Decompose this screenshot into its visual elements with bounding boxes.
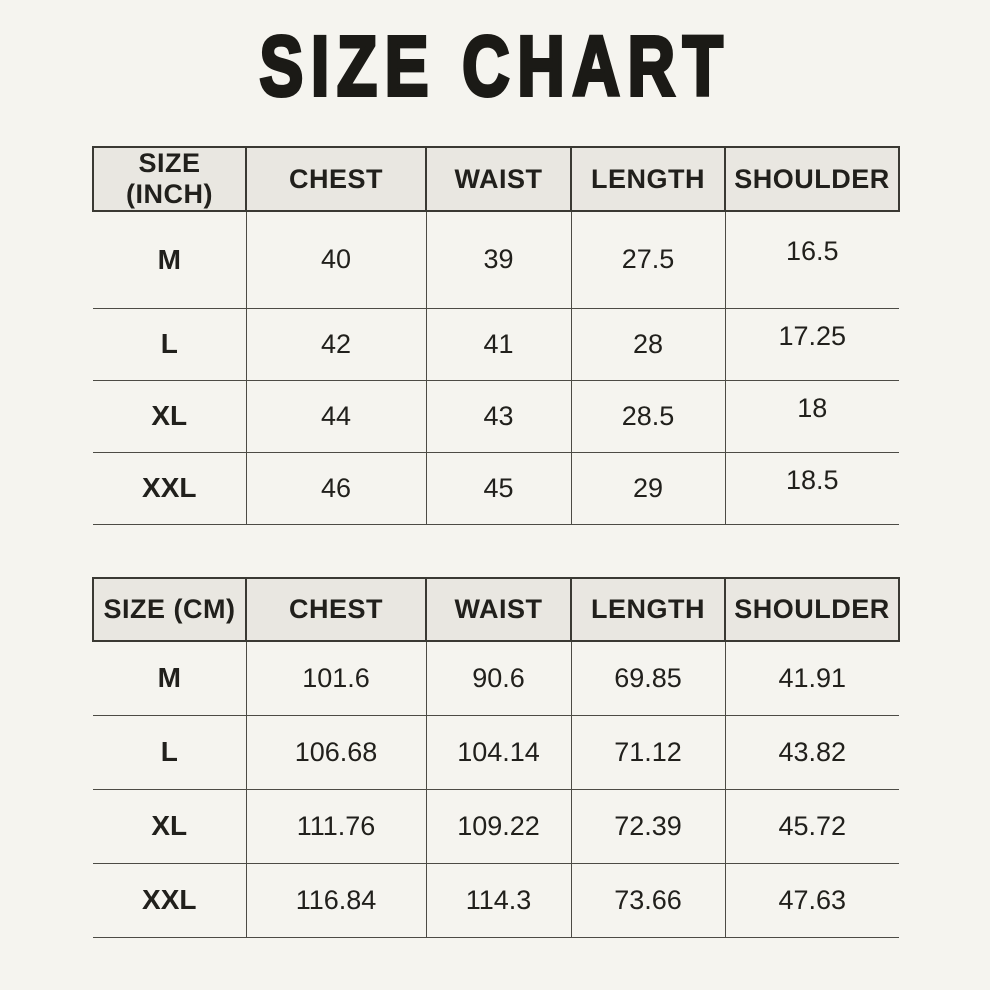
length-cell: 73.66 (571, 863, 725, 937)
row-label: XL (93, 380, 246, 452)
row-label: L (93, 308, 246, 380)
column-header-size-inch: SIZE (INCH) (93, 147, 246, 211)
column-header-chest: CHEST (246, 147, 426, 211)
column-header-waist: WAIST (426, 147, 571, 211)
waist-cell: 104.14 (426, 715, 571, 789)
row-label: L (93, 715, 246, 789)
waist-cell: 90.6 (426, 641, 571, 715)
table-row-cm-l (93, 715, 899, 789)
table-row-inch-l (93, 308, 899, 380)
shoulder-cell: 43.82 (725, 715, 899, 789)
table-row-cm-xxl (93, 863, 899, 937)
page-title: SIZE CHART (259, 19, 731, 113)
chest-cell: 44 (246, 380, 426, 452)
size-table-cm (92, 577, 900, 938)
length-cell: 28 (571, 308, 725, 380)
length-cell: 27.5 (571, 211, 725, 308)
table-row-inch-m (93, 211, 899, 308)
column-header-chest: CHEST (246, 578, 426, 641)
waist-cell: 39 (426, 211, 571, 308)
shoulder-cell: 47.63 (725, 863, 899, 937)
row-label: XL (93, 789, 246, 863)
length-cell: 72.39 (571, 789, 725, 863)
column-header-shoulder: SHOULDER (725, 578, 899, 641)
chest-cell: 116.84 (246, 863, 426, 937)
waist-cell: 114.3 (426, 863, 571, 937)
waist-cell: 43 (426, 380, 571, 452)
chest-cell: 106.68 (246, 715, 426, 789)
length-cell: 69.85 (571, 641, 725, 715)
row-label: M (93, 211, 246, 308)
waist-cell: 109.22 (426, 789, 571, 863)
column-header-length: LENGTH (571, 578, 725, 641)
length-cell: 29 (571, 452, 725, 524)
shoulder-cell: 16.5 (725, 211, 899, 308)
column-header-shoulder: SHOULDER (725, 147, 899, 211)
row-label: XXL (93, 452, 246, 524)
shoulder-cell: 18.5 (725, 452, 899, 524)
column-header-length: LENGTH (571, 147, 725, 211)
length-cell: 71.12 (571, 715, 725, 789)
table-row-inch-xxl (93, 452, 899, 524)
shoulder-cell: 41.91 (725, 641, 899, 715)
shoulder-cell: 45.72 (725, 789, 899, 863)
chest-cell: 40 (246, 211, 426, 308)
length-cell: 28.5 (571, 380, 725, 452)
row-label: M (93, 641, 246, 715)
header-row-inch (93, 147, 899, 211)
chest-cell: 101.6 (246, 641, 426, 715)
column-header-waist: WAIST (426, 578, 571, 641)
chest-cell: 42 (246, 308, 426, 380)
chest-cell: 46 (246, 452, 426, 524)
table-row-inch-xl (93, 380, 899, 452)
size-table-inch (92, 146, 900, 525)
waist-cell: 45 (426, 452, 571, 524)
shoulder-cell: 18 (725, 380, 899, 452)
row-label: XXL (93, 863, 246, 937)
column-header-size-cm: SIZE (CM) (93, 578, 246, 641)
chest-cell: 111.76 (246, 789, 426, 863)
table-row-cm-m (93, 641, 899, 715)
shoulder-cell: 17.25 (725, 308, 899, 380)
table-row-cm-xl (93, 789, 899, 863)
waist-cell: 41 (426, 308, 571, 380)
header-row-cm (93, 578, 899, 641)
